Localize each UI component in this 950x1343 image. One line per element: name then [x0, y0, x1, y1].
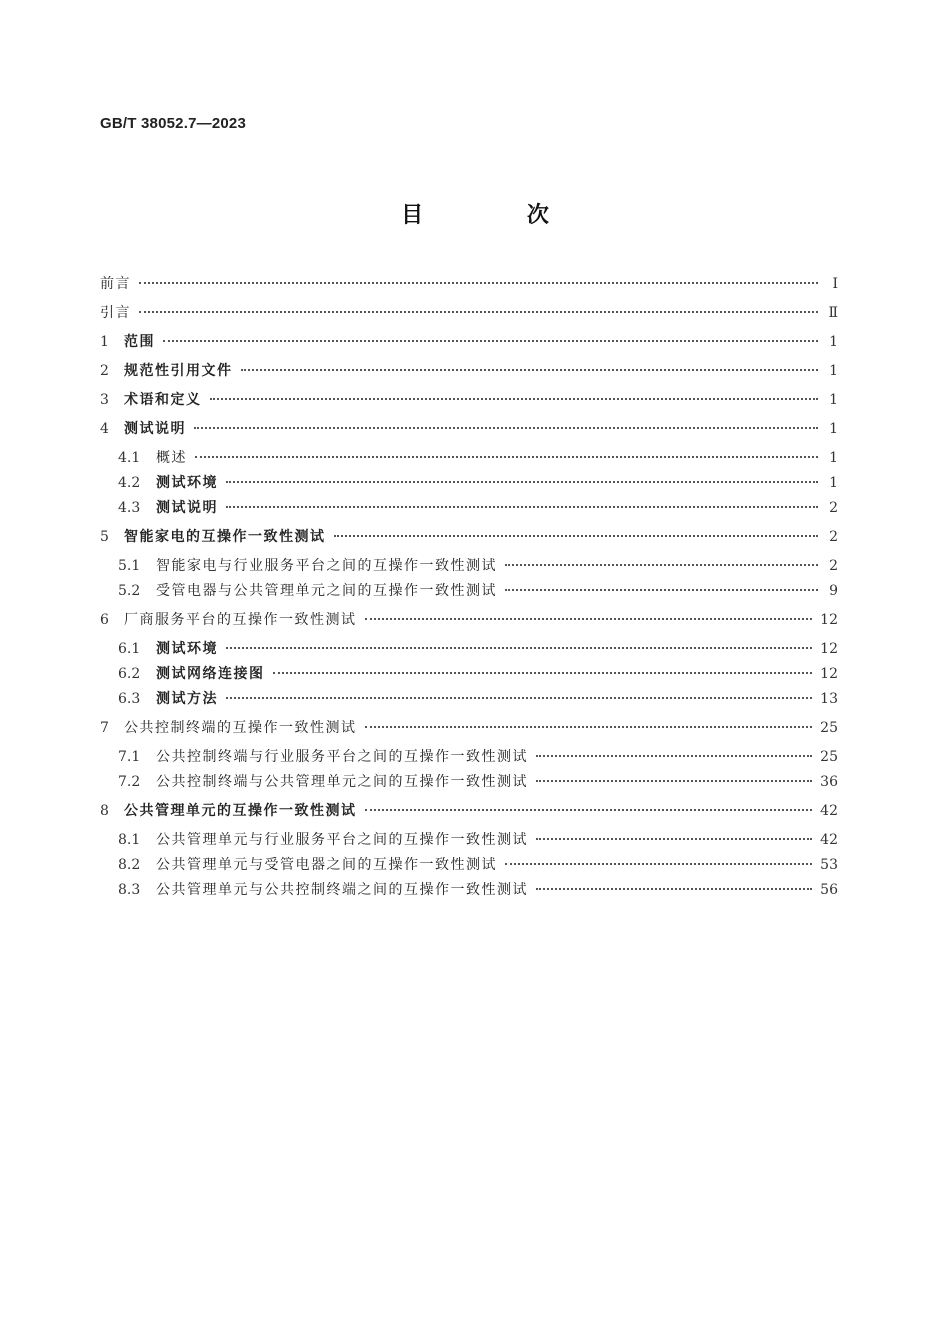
toc-entry-number: 8.1 [118, 832, 141, 848]
dot-leader [226, 506, 818, 508]
toc-entry-title: 受管电器与公共管理单元之间的互操作一致性测试 [156, 583, 497, 599]
dot-leader [536, 888, 812, 890]
toc-entry-number: 6.1 [118, 641, 141, 657]
toc-entry-title: 概述 [156, 450, 187, 466]
toc-entry[interactable] [100, 716, 838, 740]
toc-entry[interactable] [100, 525, 838, 549]
toc-entry[interactable] [100, 330, 838, 354]
dot-leader [505, 863, 812, 865]
toc-entry-number: 7.2 [118, 774, 141, 790]
page-title: 目 次 [401, 203, 597, 228]
toc-entry-number: 7.1 [118, 749, 141, 765]
dot-leader [210, 398, 819, 400]
toc-entry-page: 1 [829, 334, 838, 350]
toc-entry[interactable] [118, 471, 838, 495]
toc-entry[interactable] [118, 878, 838, 902]
toc-entry-number: 4.2 [118, 475, 141, 491]
toc-entry-title: 公共控制终端的互操作一致性测试 [124, 720, 357, 736]
toc-entry[interactable] [118, 662, 838, 686]
toc-entry-page: 2 [829, 529, 838, 545]
toc-entry-page: 56 [820, 882, 838, 898]
toc-entry[interactable] [100, 388, 838, 412]
toc-entry-number: 2 [100, 363, 109, 379]
dot-leader [226, 481, 818, 483]
toc-entry-page: 1 [829, 363, 838, 379]
toc-entry-number: 8.2 [118, 857, 141, 873]
toc-entry-page: 2 [829, 500, 838, 516]
toc-entry-title: 公共控制终端与行业服务平台之间的互操作一致性测试 [156, 749, 528, 765]
toc-entry-title: 测试网络连接图 [156, 666, 265, 682]
toc-entry-title: 术语和定义 [124, 392, 202, 408]
toc-entry-title: 测试方法 [156, 691, 218, 707]
toc-entry[interactable] [100, 417, 838, 441]
toc-entry-title: 测试环境 [156, 641, 218, 657]
toc-entry[interactable] [118, 828, 838, 852]
dot-leader [505, 564, 818, 566]
toc-entry-page: Ⅰ [832, 276, 838, 292]
toc-entry-page: 9 [829, 583, 838, 599]
dot-leader [163, 340, 818, 342]
toc-entry-title: 智能家电的互操作一致性测试 [124, 529, 326, 545]
toc-entry-title: 公共管理单元的互操作一致性测试 [124, 803, 357, 819]
toc-entry-number: 5.1 [118, 558, 141, 574]
dot-leader [365, 726, 813, 728]
toc-entry[interactable] [100, 799, 838, 823]
dot-leader [226, 647, 812, 649]
toc-entry-number: 7 [100, 720, 109, 736]
dot-leader [505, 589, 818, 591]
toc-entry-page: 12 [820, 666, 838, 682]
toc-entry[interactable] [100, 272, 838, 296]
toc-entry-number: 1 [100, 334, 109, 350]
dot-leader [365, 618, 813, 620]
toc-entry-number: 3 [100, 392, 109, 408]
toc-entry-title: 厂商服务平台的互操作一致性测试 [124, 612, 357, 628]
toc-entry-number: 5.2 [118, 583, 141, 599]
toc-entry-number: 6.3 [118, 691, 141, 707]
toc-entry-page: 1 [829, 421, 838, 437]
toc-entry-title: 规范性引用文件 [124, 363, 233, 379]
toc-entry-page: 42 [820, 803, 838, 819]
toc-entry-number: 5 [100, 529, 109, 545]
dot-leader [195, 456, 818, 458]
toc-entry-title: 公共管理单元与公共控制终端之间的互操作一致性测试 [156, 882, 528, 898]
toc-entry[interactable] [118, 554, 838, 578]
dot-leader [536, 780, 812, 782]
dot-leader [365, 809, 813, 811]
dot-leader [139, 311, 818, 313]
toc-entry[interactable] [118, 853, 838, 877]
toc-entry[interactable] [118, 579, 838, 603]
toc-entry-page: 53 [820, 857, 838, 873]
toc-entry[interactable] [118, 637, 838, 661]
toc-entry-number: 6.2 [118, 666, 141, 682]
toc-entry[interactable] [118, 496, 838, 520]
dot-leader [536, 755, 812, 757]
toc-entry-page: 2 [829, 558, 838, 574]
toc-entry-number: 4.1 [118, 450, 141, 466]
dot-leader [241, 369, 819, 371]
dot-leader [273, 672, 813, 674]
toc-entry-page: 42 [820, 832, 838, 848]
toc-entry[interactable] [118, 687, 838, 711]
dot-leader [536, 838, 812, 840]
toc-entry-page: 1 [829, 475, 838, 491]
toc-entry[interactable] [118, 770, 838, 794]
toc-entry[interactable] [100, 301, 838, 325]
toc-entry-title: 前言 [100, 276, 131, 292]
toc-entry[interactable] [118, 745, 838, 769]
toc-entry-page: 1 [829, 392, 838, 408]
dot-leader [139, 282, 818, 284]
dot-leader [226, 697, 812, 699]
toc-entry-title: 范围 [124, 334, 155, 350]
toc-entry-title: 测试说明 [124, 421, 186, 437]
toc-entry-page: 36 [820, 774, 838, 790]
toc-entry-page: 13 [820, 691, 838, 707]
dot-leader [194, 427, 818, 429]
toc-entry[interactable] [100, 359, 838, 383]
toc-entry-page: 25 [820, 720, 838, 736]
toc-entry[interactable] [118, 446, 838, 470]
toc-entry-page: Ⅱ [828, 305, 838, 321]
standard-code: GB/T 38052.7—2023 [100, 115, 246, 132]
toc-entry-page: 25 [820, 749, 838, 765]
toc-entry-title: 公共控制终端与公共管理单元之间的互操作一致性测试 [156, 774, 528, 790]
toc-entry[interactable] [100, 608, 838, 632]
toc-entry-title: 公共管理单元与受管电器之间的互操作一致性测试 [156, 857, 497, 873]
toc-entry-number: 4.3 [118, 500, 141, 516]
toc-entry-number: 4 [100, 421, 109, 437]
toc-entry-page: 12 [820, 641, 838, 657]
toc-entry-title: 引言 [100, 305, 131, 321]
toc-entry-page: 1 [829, 450, 838, 466]
toc-entry-title: 测试环境 [156, 475, 218, 491]
toc-entry-title: 公共管理单元与行业服务平台之间的互操作一致性测试 [156, 832, 528, 848]
toc-entry-page: 12 [820, 612, 838, 628]
dot-leader [334, 535, 819, 537]
toc-entry-number: 8.3 [118, 882, 141, 898]
toc-entry-title: 测试说明 [156, 500, 218, 516]
toc-entry-number: 6 [100, 612, 109, 628]
toc-entry-number: 8 [100, 803, 109, 819]
toc-entry-title: 智能家电与行业服务平台之间的互操作一致性测试 [156, 558, 497, 574]
